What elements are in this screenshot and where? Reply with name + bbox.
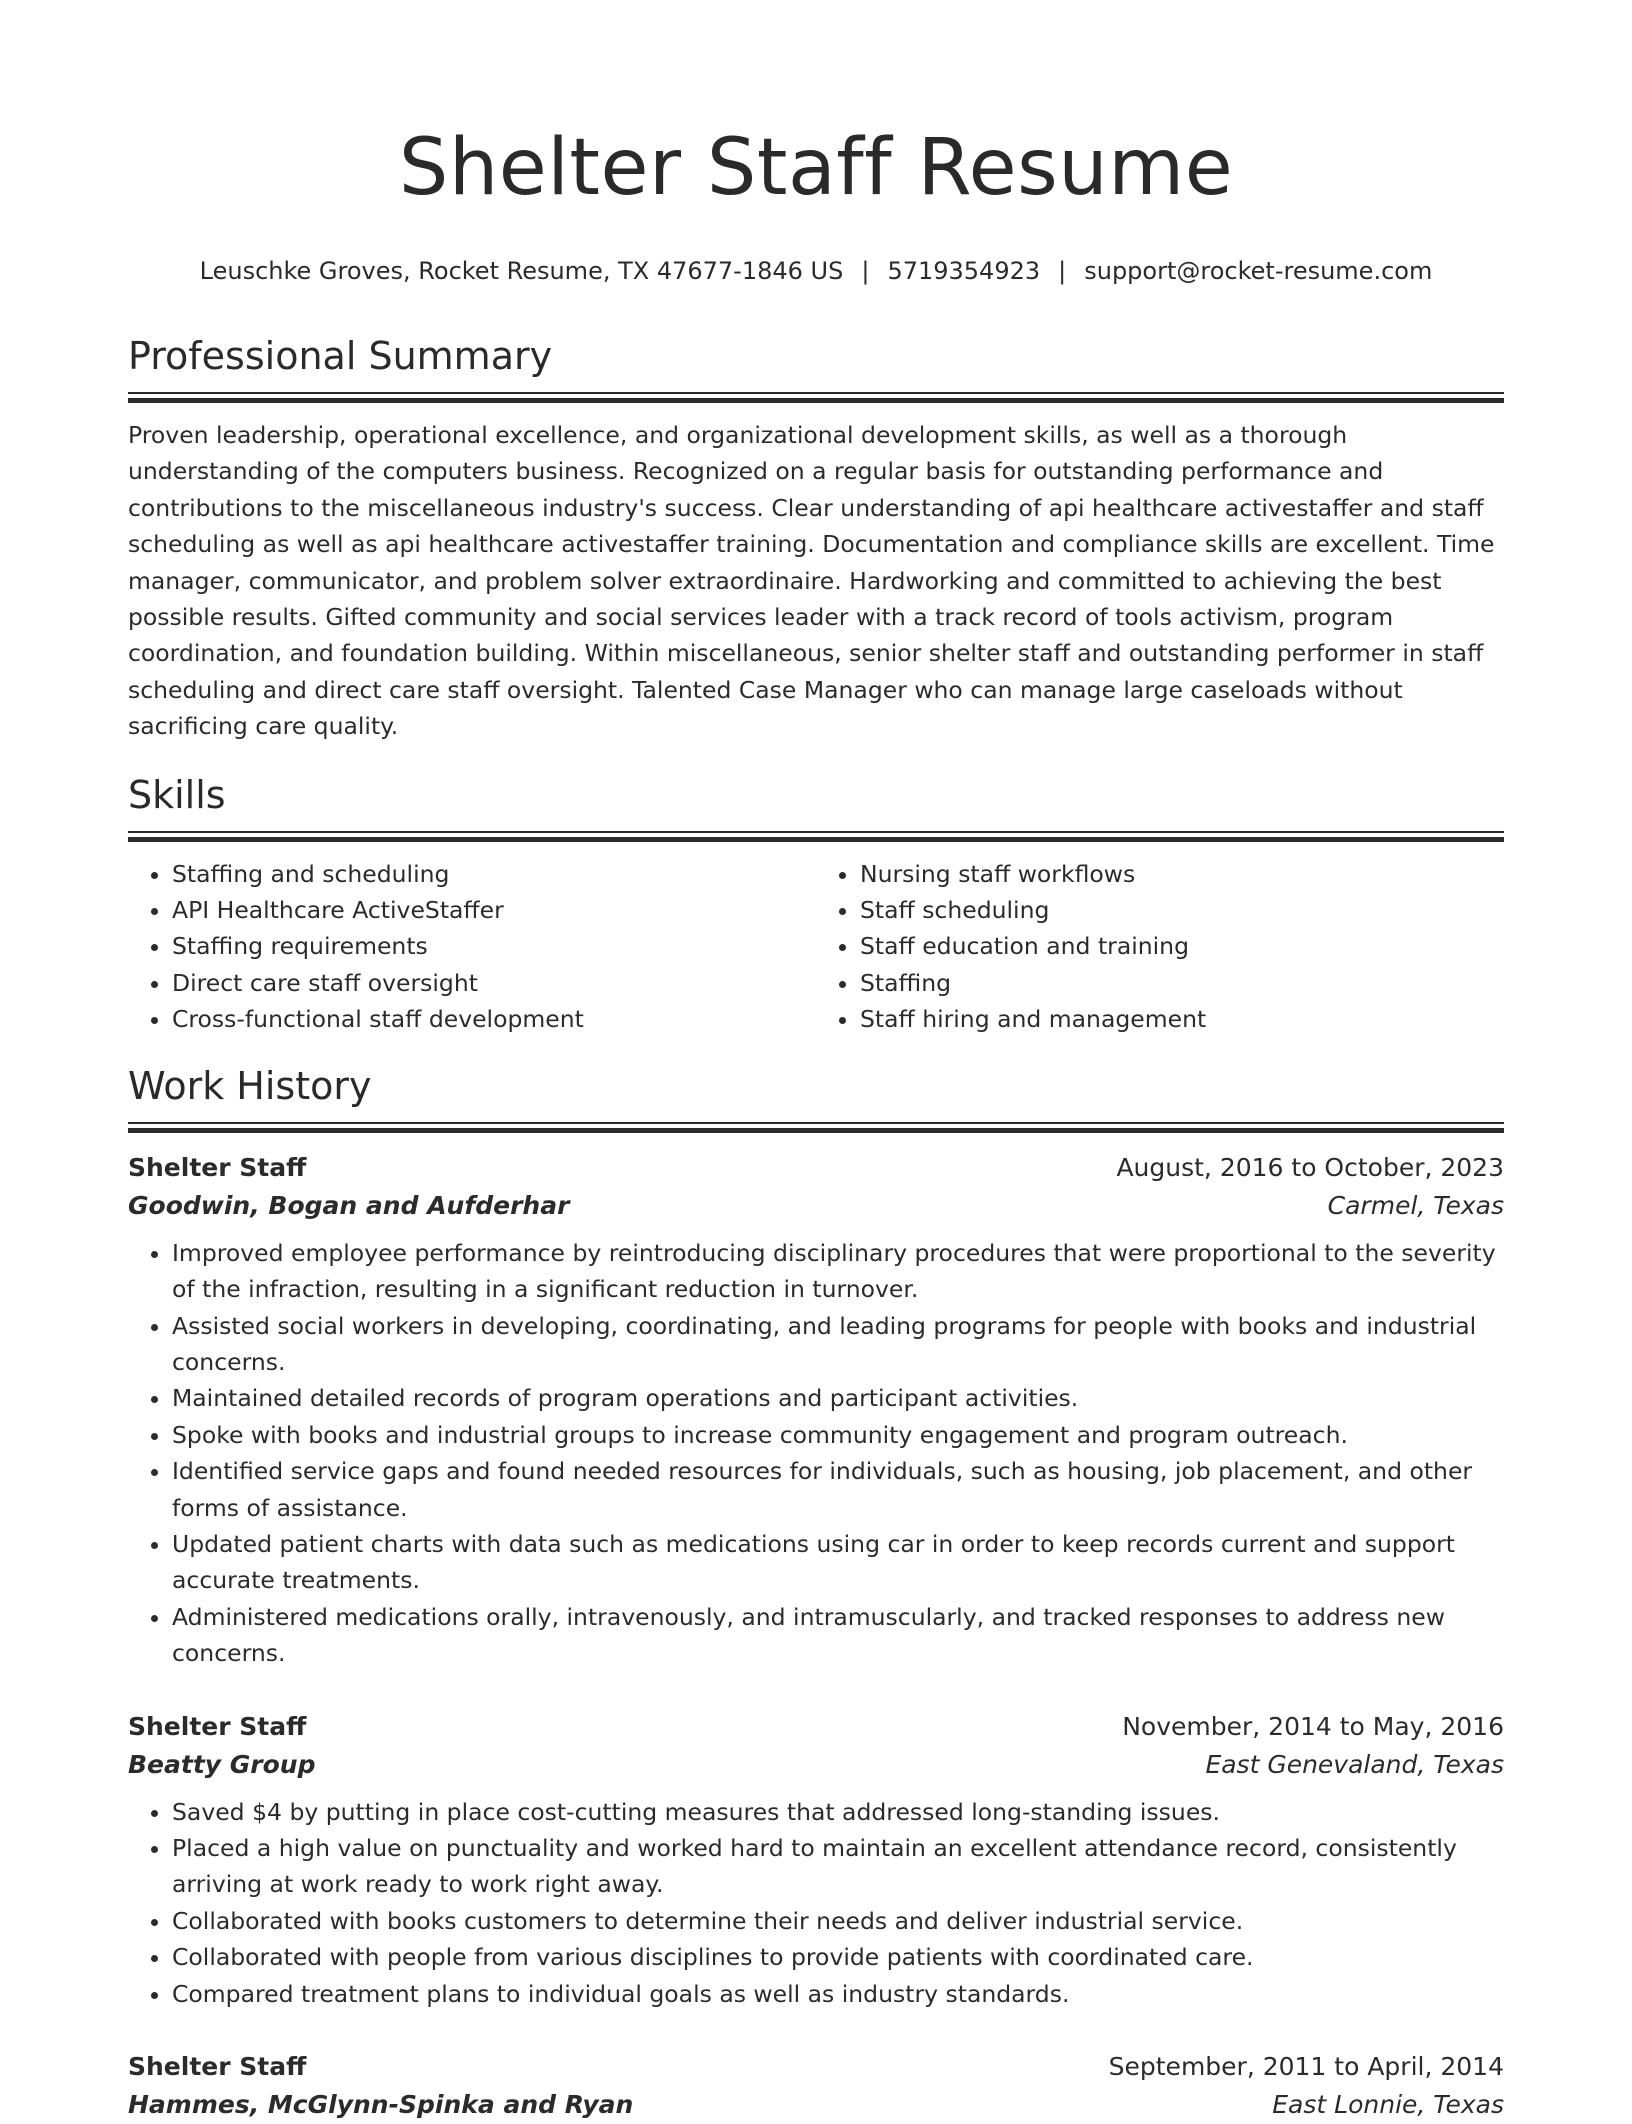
job-bullets	[128, 1794, 1504, 2012]
job-company: Hammes, McGlynn-Spinka and Ryan	[128, 2090, 634, 2119]
job-location: East Lonnie, Texas	[1272, 2090, 1504, 2119]
job-entry	[128, 2048, 1504, 2124]
contact-address: Leuschke Groves, Rocket Resume, TX 47677-1846 US	[199, 257, 844, 285]
job-bullet: • Placed a high value on punctuality and worked hard to maintain an excellent attendance record, consistently arriving at work ready to work right away.	[172, 1830, 1504, 1903]
contact-email: support@rocket-resume.com	[1084, 257, 1433, 285]
job-company: Beatty Group	[128, 1749, 316, 1779]
work-history-section	[128, 1062, 1504, 2124]
section-divider	[128, 831, 1504, 842]
job-title: Shelter Staff	[128, 1152, 307, 1182]
job-bullet: • Compared treatment plans to individual goals as well as industry standards.	[172, 1976, 1504, 2012]
job-subheader	[128, 1187, 1504, 1225]
job-bullet: • Administered medications orally, intravenously, and intramuscularly, and tracked responses to address new concerns.	[172, 1599, 1504, 1672]
job-subheader	[128, 1746, 1504, 1784]
skill-item: • Nursing staff workflows	[860, 856, 1504, 892]
skill-item: • Direct care staff oversight	[172, 965, 816, 1001]
job-bullet: • Improved employee performance by reintroducing disciplinary procedures that were proportional to the severity of the infraction, resulting in a significant reduction in turnover.	[172, 1235, 1504, 1308]
job-entry	[128, 1708, 1504, 2012]
job-bullet: • Collaborated with people from various disciplines to provide patients with coordinated care.	[172, 1939, 1504, 1975]
skill-item: • Staff hiring and management	[860, 1001, 1504, 1037]
section-heading-work-history: Work History	[128, 1063, 372, 1108]
skill-item: • Staff education and training	[860, 928, 1504, 964]
section-divider	[128, 1122, 1504, 1133]
job-header	[128, 1149, 1504, 1187]
job-header	[128, 2048, 1504, 2086]
contact-separator: |	[861, 257, 870, 285]
section-divider	[128, 392, 1504, 403]
job-dates: November, 2014 to May, 2016	[1122, 1711, 1504, 1741]
professional-summary-section	[128, 332, 1504, 745]
job-location: Carmel, Texas	[1327, 1190, 1504, 1220]
job-title: Shelter Staff	[128, 1711, 307, 1741]
section-heading-skills: Skills	[128, 772, 226, 817]
job-title: Shelter Staff	[128, 2052, 307, 2081]
skill-item: • API Healthcare ActiveStaffer	[172, 892, 816, 928]
contact-line	[128, 254, 1504, 288]
job-location: East Genevaland, Texas	[1205, 1749, 1504, 1779]
job-dates: August, 2016 to October, 2023	[1116, 1152, 1504, 1182]
job-header	[128, 1708, 1504, 1746]
job-bullet: • Spoke with books and industrial groups to increase community engagement and program outreach.	[172, 1417, 1504, 1453]
summary-text: Proven leadership, operational excellence, and organizational development skills, as well as a thorough understanding of the computers business. Recognized on a regular basis for outstanding performance and contributions to the miscellaneous industry's success. Clear understanding of api healthcare activestaffer and staff scheduling as well as api healthcare activestaffer training. Documentation and compliance skills are excellent. Time manager, communicator, and problem solver extraordinaire. Hardworking and committed to achieving the best possible results. Gifted community and social services leader with a track record of tools activism, program coordination, and foundation building. Within miscellaneous, senior shelter staff and outstanding performer in staff scheduling and direct care staff oversight. Talented Case Manager who can manage large caseloads without sacrificing care quality.	[128, 421, 1495, 741]
skill-item: • Cross-functional staff development	[172, 1001, 816, 1037]
contact-separator: |	[1058, 257, 1067, 285]
job-subheader	[128, 2086, 1504, 2124]
skill-item: • Staffing requirements	[172, 928, 816, 964]
contact-phone: 5719354923	[887, 257, 1041, 285]
skills-list-right	[816, 856, 1504, 1038]
skills-list-left	[128, 856, 816, 1038]
job-bullet: • Collaborated with books customers to determine their needs and deliver industrial service.	[172, 1903, 1504, 1939]
job-bullet: • Updated patient charts with data such as medications using car in order to keep records current and support accurate treatments.	[172, 1526, 1504, 1599]
job-bullet: • Identified service gaps and found needed resources for individuals, such as housing, job placement, and other forms of assistance.	[172, 1453, 1504, 1526]
job-entry	[128, 1149, 1504, 1672]
skill-item: • Staffing	[860, 965, 1504, 1001]
job-bullets	[128, 1235, 1504, 1672]
skill-item: • Staffing and scheduling	[172, 856, 816, 892]
job-bullet: • Assisted social workers in developing, coordinating, and leading programs for people with books and industrial concerns.	[172, 1308, 1504, 1381]
skill-item: • Staff scheduling	[860, 892, 1504, 928]
job-dates: September, 2011 to April, 2014	[1108, 2052, 1504, 2081]
skills-grid	[128, 856, 1504, 1038]
section-heading-summary: Professional Summary	[128, 334, 553, 378]
resume-title: Shelter Staff Resume	[398, 123, 1234, 213]
skills-section	[128, 771, 1504, 1038]
job-bullet: • Saved $4 by putting in place cost-cutting measures that addressed long-standing issues.	[172, 1794, 1504, 1830]
job-bullet: • Maintained detailed records of program operations and participant activities.	[172, 1380, 1504, 1416]
job-company: Goodwin, Bogan and Aufderhar	[128, 1190, 570, 1220]
